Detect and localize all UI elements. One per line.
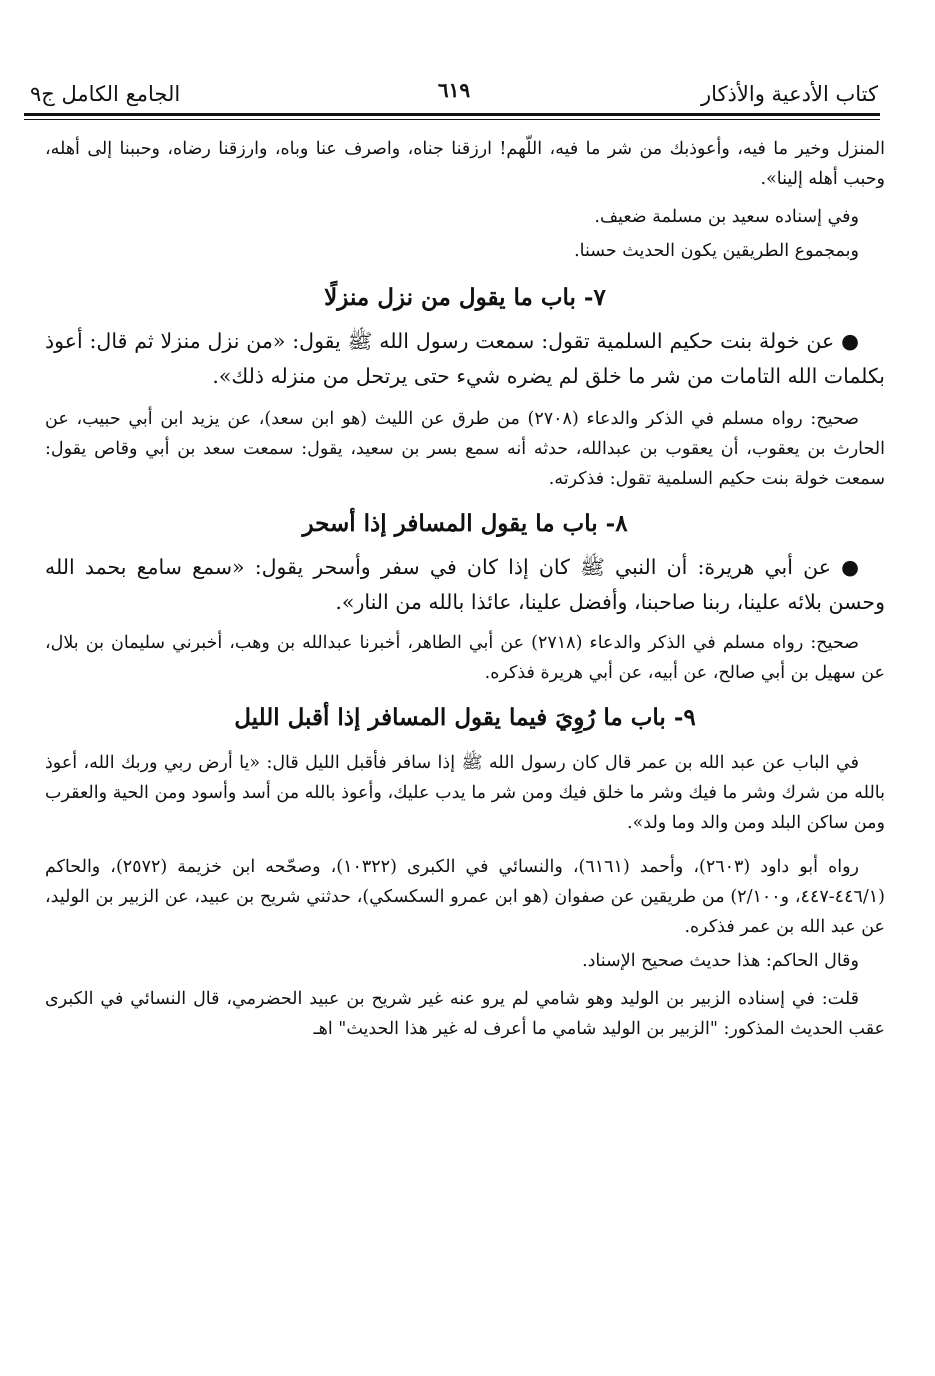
author-comment: قلت: في إسناده الزبير بن الوليد وهو شامي لم يرو عنه غير شريح بن عبيد الحضرمي، قال النسائي في الكبرى عقب الحديث المذكور: "الزبير بن الوليد شامي ما أعرف له غير هذا الحديث" اهـ (45, 989, 885, 1039)
book-title: كتاب الأدعية والأذكار (701, 82, 878, 106)
page-header (30, 66, 878, 110)
page-number: ٦١٩ (437, 78, 471, 102)
note-isnad: وفي إسناده سعيد بن مسلمة ضعيف. (594, 207, 859, 227)
hadith-text-9: في الباب عن عبد الله بن عمر قال كان رسول الله ﷺ إذا سافر فأقبل الليل قال: «يا أرض ربي وربك الله، أعوذ بالله من شرك وشر ما فيك وشر ما خلق فيك ومن شر ما يدب عليك، وأعوذ بالله من أسد وأسود ومن الحية والعقرب ومن ساكن البلد ومن والد وما ولد». (45, 753, 885, 833)
header-rule-thin (24, 119, 880, 120)
page-body (45, 134, 885, 1044)
chapter-heading-9: ٩- باب ما رُوِيَ فيما يقول المسافر إذا أقبل الليل (234, 704, 696, 731)
takhrij-8: صحيح: رواه مسلم في الذكر والدعاء (٢٧١٨) عن أبي الطاهر، أخبرنا عبدالله بن وهب، أخبرني سليمان بن بلال، عن سهيل بن أبي صالح، عن أبيه، عن أبي هريرة فذكره. (45, 633, 885, 683)
note-conclusion: وبمجموع الطريقين يكون الحديث حسنا. (574, 241, 859, 261)
chapter-heading-7: ٧- باب ما يقول من نزل منزلًا (324, 284, 606, 311)
hakim-statement: وقال الحاكم: هذا حديث صحيح الإسناد. (582, 951, 859, 971)
volume-title: الجامع الكامل ج٩ (30, 82, 181, 106)
takhrij-7: صحيح: رواه مسلم في الذكر والدعاء (٢٧٠٨) من طرق عن الليث (هو ابن سعد)، عن يزيد ابن أبي حبيب، عن الحارث بن يعقوب، أن يعقوب بن عبدالله، حدثه أنه سمع بسر بن سعيد، يقول: سمعت سعد بن أبي وقاص يقول: سمعت خولة بنت حكيم السلمية تقول: فذكرته. (45, 409, 885, 489)
chapter-heading-8: ٨- باب ما يقول المسافر إذا أسحر (302, 510, 628, 537)
takhrij-9: رواه أبو داود (٢٦٠٣)، وأحمد (٦١٦١)، والنسائي في الكبرى (١٠٣٢٢)، وصحّحه ابن خزيمة (٢٥٧٢)، والحاكم (٤٤٦/١-٤٤٧، و٢/١٠٠) من طريقين عن صفوان (هو ابن عمرو السكسكي)، حدثني شريح بن عبيد، عن الزبير بن الوليد، عن عبد الله بن عمر فذكره. (45, 857, 885, 937)
paragraph-continuation: المنزل وخير ما فيه، وأعوذبك من شر ما فيه، اللّهم! ارزقنا جناه، واصرف عنا وباه، وارزقنا رضاه، وحببنا إلى أهله، وحبب أهله إلينا». (45, 139, 885, 189)
hadith-text-8: ● عن أبي هريرة: أن النبي ﷺ كان إذا كان في سفر وأسحر يقول: «سمع سامع بحمد الله وحسن بلائه علينا، ربنا صاحبنا، وأفضل علينا، عائذا بالله من النار». (45, 555, 885, 614)
header-rule-thick (24, 113, 880, 116)
hadith-text-7: ● عن خولة بنت حكيم السلمية تقول: سمعت رسول الله ﷺ يقول: «من نزل منزلا ثم قال: أعوذ بكلمات الله التامات من شر ما خلق لم يضره شيء حتى يرتحل من منزله ذلك». (45, 329, 885, 388)
